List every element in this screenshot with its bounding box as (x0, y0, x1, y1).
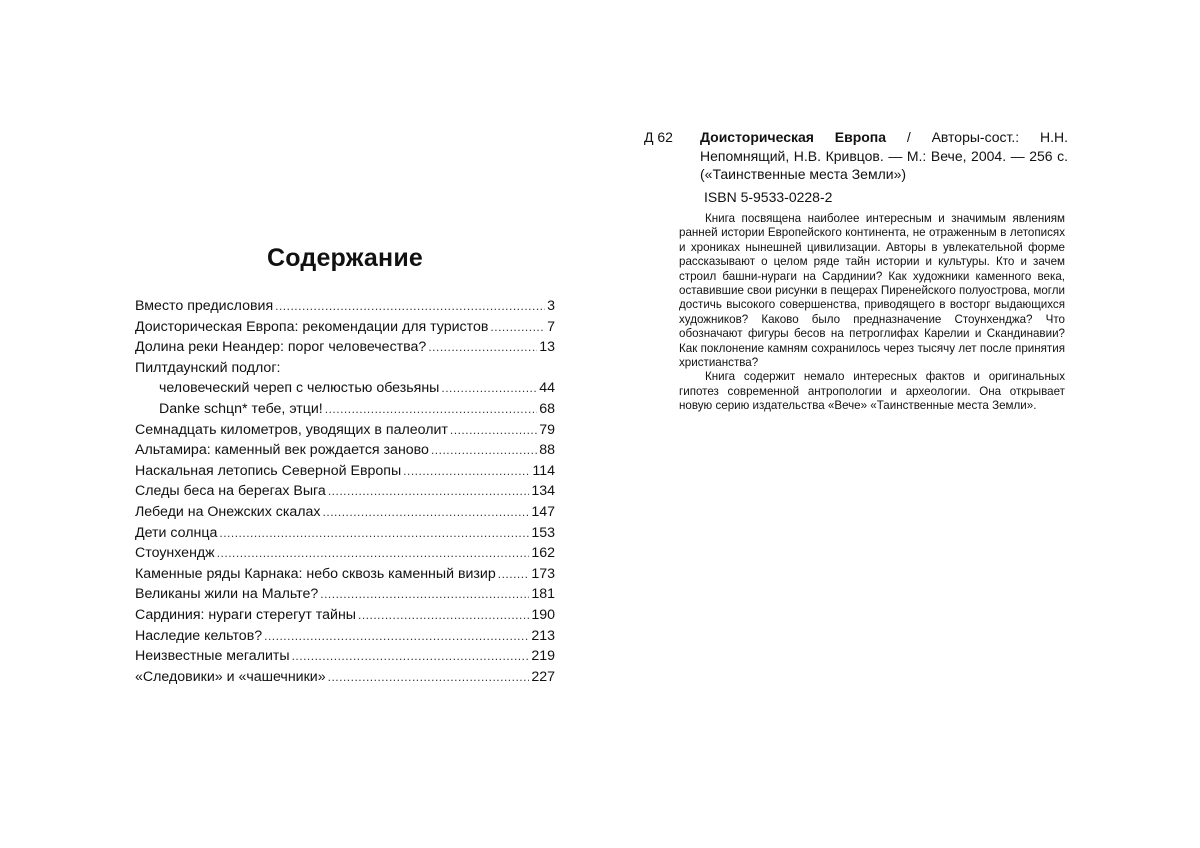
toc-leader-dots (320, 584, 529, 605)
toc-leader-dots (498, 564, 530, 585)
toc-entry-title: человеческий череп с челюстью обезьяны (159, 380, 440, 397)
toc-leader-dots (450, 420, 537, 441)
toc-entry (135, 317, 555, 338)
toc-entry (135, 378, 555, 399)
toc-leader-dots (403, 461, 530, 482)
toc-leader-dots (275, 296, 545, 317)
toc-leader-dots (325, 399, 537, 420)
toc-entry (135, 296, 555, 317)
toc-leader-dots (328, 667, 530, 688)
toc-entry-page: 153 (531, 524, 555, 541)
toc-leader-dots (358, 605, 529, 626)
toc-entry-page: 227 (531, 668, 555, 685)
toc-entry-title: Вместо предисловия (135, 298, 274, 314)
toc-leader-dots (292, 646, 530, 667)
toc-entry (135, 543, 555, 564)
toc-title: Содержание (266, 244, 424, 272)
toc-entry-page: 190 (531, 606, 555, 623)
toc-entry-title: Великаны жили на Мальте? (135, 586, 319, 603)
toc-entry-title: Пилтдаунский подлог: (135, 359, 281, 376)
toc-entry-title: Стоунхендж (135, 545, 215, 562)
toc-entry-title: Альтамира: каменный век рождается заново (135, 442, 429, 459)
toc-leader-dots (428, 337, 537, 358)
bibliographic-description (700, 128, 1068, 184)
toc-entry-page: 173 (531, 565, 555, 582)
toc-entry-page: 181 (531, 586, 555, 603)
toc-entry-page: 219 (531, 648, 555, 665)
toc-entry-page: 79 (539, 421, 555, 438)
toc-entry (135, 626, 555, 647)
toc-entry-heading (135, 358, 555, 379)
toc-entry-page: 7 (547, 318, 555, 335)
toc-entry (135, 481, 555, 502)
toc-entry-page: 88 (539, 442, 555, 459)
catalog-code: Д 62 (644, 129, 673, 145)
toc-entry-title: Следы беса на берегах Выга (135, 483, 326, 500)
toc-entry-page: 162 (531, 545, 555, 562)
toc-entry-page: 213 (531, 627, 555, 644)
annotation-paragraph: Книга посвящена наиболее интересным и значимым явлениям ранней истории Европейского континента, не отраженным в летописях и хрониках нынешней цивилизации. Авторы в увлекательной форме рассказывают о целом ряде тайн истории и культуры. Кто и зачем строил башни-нураги на Сардинии? Как художники каменного века, оставившие свои рисунки в пещерах Пиренейского полуострова, могли достичь высокого совершенства, приводящего в восторг выдающихся художников? Каково было предназначение Стоунхенджа? Что обозначают фигуры бесов на петроглифах Карелии и Скандинавии? Как поклонение камням сохранилось через тысячу лет после принятия христианства? (679, 212, 1065, 370)
toc-entry (135, 461, 555, 482)
toc-leader-dots (264, 626, 529, 647)
toc-entry-page: 13 (539, 339, 555, 356)
toc-entry (135, 667, 555, 688)
toc-entry-page: 134 (531, 483, 555, 500)
toc-entry-title: Сардиния: нураги стерегут тайны (135, 606, 356, 623)
toc-entry-title: Дети солнца (135, 524, 218, 541)
isbn: ISBN 5-9533-0228-2 (704, 189, 833, 205)
toc-entry-title: Лебеди на Онежских скалах (135, 503, 321, 520)
toc-entry (135, 420, 555, 441)
toc-entry (135, 440, 555, 461)
book-title: Доисторическая Европа (700, 129, 887, 145)
toc-leader-dots (323, 502, 530, 523)
toc-entry-title: Доисторическая Европа: рекомендации для туристов (135, 318, 489, 335)
toc-entry-page: 114 (532, 462, 555, 479)
toc-leader-dots (490, 317, 545, 338)
toc-entry-page: 44 (539, 380, 555, 397)
toc-entry-title: Наскальная летопись Северной Европы (135, 462, 402, 479)
toc-leader-dots (217, 543, 530, 564)
toc-entry (135, 646, 555, 667)
toc-entry-page: 68 (539, 400, 555, 417)
toc-entry-page: 147 (531, 503, 555, 520)
toc-entry-title: «Следовики» и «чашечники» (135, 668, 326, 685)
toc-entry (135, 523, 555, 544)
toc-entry-title: Каменные ряды Карнака: небо сквозь каменный визир (135, 565, 496, 582)
toc-entry (135, 399, 555, 420)
toc-leader-dots (431, 440, 537, 461)
toc-entry (135, 605, 555, 626)
toc-leader-dots (441, 378, 537, 399)
annotation (679, 212, 1065, 414)
toc-leader-dots (219, 523, 529, 544)
toc-entry (135, 502, 555, 523)
toc-entry-title: Долина реки Неандер: порог человечества? (135, 339, 427, 356)
bibliographic-details: / Авторы-сост.: Н.Н. Непомнящий, Н.В. Кривцов. — М.: Вече, 2004. — 256 с. («Таинственные места Земли») (700, 129, 1068, 182)
toc-leader-dots (328, 481, 530, 502)
toc-entry-title: Неизвестные мегалиты (135, 648, 290, 665)
toc-entry (135, 337, 555, 358)
toc-entry (135, 564, 555, 585)
toc-entry-title: Danke schцn* тебе, этци! (159, 400, 323, 417)
toc-entry-page: 3 (547, 298, 555, 314)
catalog-record (644, 128, 1068, 184)
toc-list (135, 296, 555, 687)
toc-entry-title: Наследие кельтов? (135, 627, 263, 644)
toc-entry-title: Семнадцать километров, уводящих в палеолит (135, 421, 448, 438)
annotation-paragraph: Книга содержит немало интересных фактов и оригинальных гипотез современной антропологии и археологии. Она открывает новую серию издательства «Вече» «Таинственные места Земли». (679, 370, 1065, 413)
toc-entry (135, 584, 555, 605)
